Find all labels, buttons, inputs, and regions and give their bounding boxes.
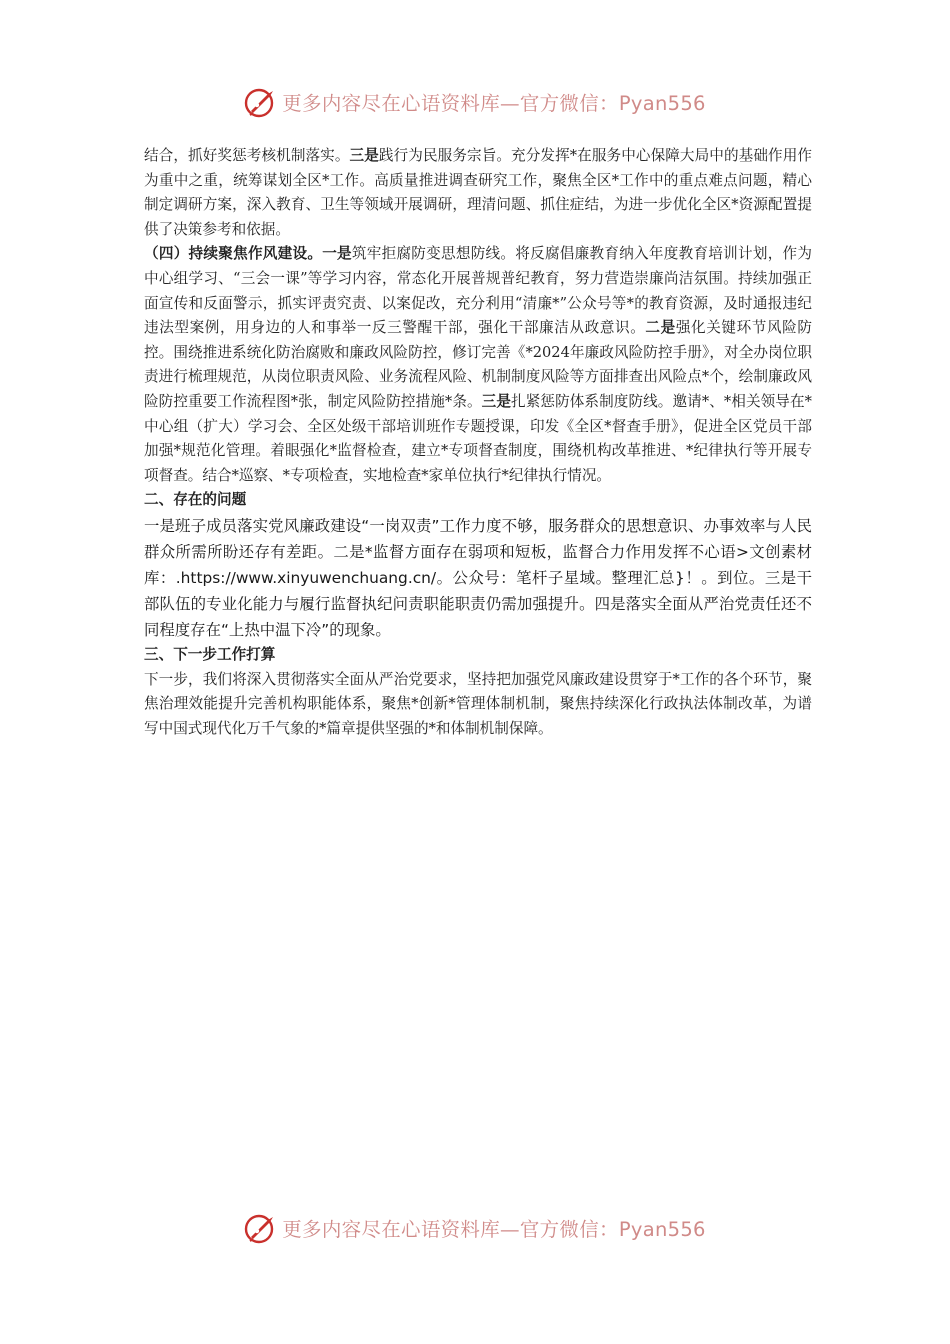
wechat-id: Pyan556 <box>618 1218 706 1241</box>
text-run: 扎紧惩防体系制度防线。邀请*、*相关领导在*中心组（扩大）学习会、全区处级干部培训班作专题授课，印发《全区*督查手册》，促进全区党员干部加强*规范化管理。着眼强化*监督检查，建立*专项督查制度，围绕机构改革推进、*纪律执行等开展专项督查。结合*巡察、*专项检查，实地检查*家单位执行*纪律执行情况。 <box>144 392 812 484</box>
footer-watermark-banner <box>0 1208 950 1248</box>
text-run: 结合，抓好奖惩考核机制落实。 <box>144 147 350 164</box>
watermark-text: 更多内容尽在心语资料库—官方微信：Pyan556 <box>282 92 706 115</box>
text-run: 践行为民服务宗旨。充分发挥*在服务中心保障大局中的基础作用作为重中之重，统筹谋划全区*工作。高质量推进调查研究工作，聚焦全区*工作中的重点难点问题，精心制定调研方案，深入教育、卫生等领域开展调研，理清问题、抓住症结，为进一步优化全区*资源配置提供了决策参考和依据。 <box>144 147 812 238</box>
header-watermark-banner <box>0 82 950 122</box>
paragraph-1 <box>144 144 812 242</box>
paragraph-problems: 一是班子成员落实党风廉政建设“一岗双责”工作力度不够，服务群众的思想意识、办事效率与人民群众所需所盼还存有差距。二是*监督方面存在弱项和短板，监督合力作用发挥不心语>文创素材库：.https://www.xinyuwenchuang.cn/。公众号：笔杆子星域。整理汇总}！。到位。三是干部队伍的专业化能力与履行监督执纪问责职能职责仍需加强提升。四是落实全面从严治党责任还不同程度存在“上热中温下冷”的现象。 <box>144 516 812 639</box>
pen-nib-logo-icon <box>244 1211 278 1245</box>
section-heading-next-steps: 三、下一步工作打算 <box>144 645 276 663</box>
paragraph-2 <box>144 242 812 488</box>
bold-run: 二是 <box>645 319 676 337</box>
bold-run: （四）持续聚焦作风建设。一是 <box>144 245 352 263</box>
bold-run: 三是 <box>349 147 379 164</box>
pen-nib-logo-icon <box>244 85 278 119</box>
section-heading-problems: 二、存在的问题 <box>144 491 247 509</box>
watermark-text: 更多内容尽在心语资料库—官方微信：Pyan556 <box>282 1218 706 1241</box>
document-body <box>144 144 812 741</box>
text-run: 强化关键环节风险防控。围绕推进系统化防治腐败和廉政风险防控，修订完善《*2024年廉政风险防控手册》，对全办岗位职责进行梳理规范，从岗位职责风险、业务流程风险、机制制度风险等方面排查出风险点*个，绘制廉政风险防控重要工作流程图*张，制定风险防控措施*条。 <box>144 319 812 410</box>
paragraph-next-steps: 下一步，我们将深入贯彻落实全面从严治党要求，坚持把加强党风廉政建设贯穿于*工作的各个环节，聚焦治理效能提升完善机构职能体系，聚焦*创新*管理体制机制，聚焦持续深化行政执法体制改革，为谱写中国式现代化万千气象的*篇章提供坚强的*和体制机制保障。 <box>144 670 812 737</box>
bold-run: 三是 <box>481 392 512 410</box>
text-run: 筑牢拒腐防变思想防线。将反腐倡廉教育纳入年度教育培训计划，作为中心组学习、“三会一课”等学习内容，常态化开展普规普纪教育，努力营造崇廉尚洁氛围。持续加强正面宣传和反面警示，抓实评责究责、以案促改，充分利用“清廉*”公众号等*的教育资源，及时通报违纪违法型案例，用身边的人和事举一反三警醒干部，强化干部廉洁从政意识。 <box>144 245 812 337</box>
wechat-id: Pyan556 <box>618 92 706 115</box>
